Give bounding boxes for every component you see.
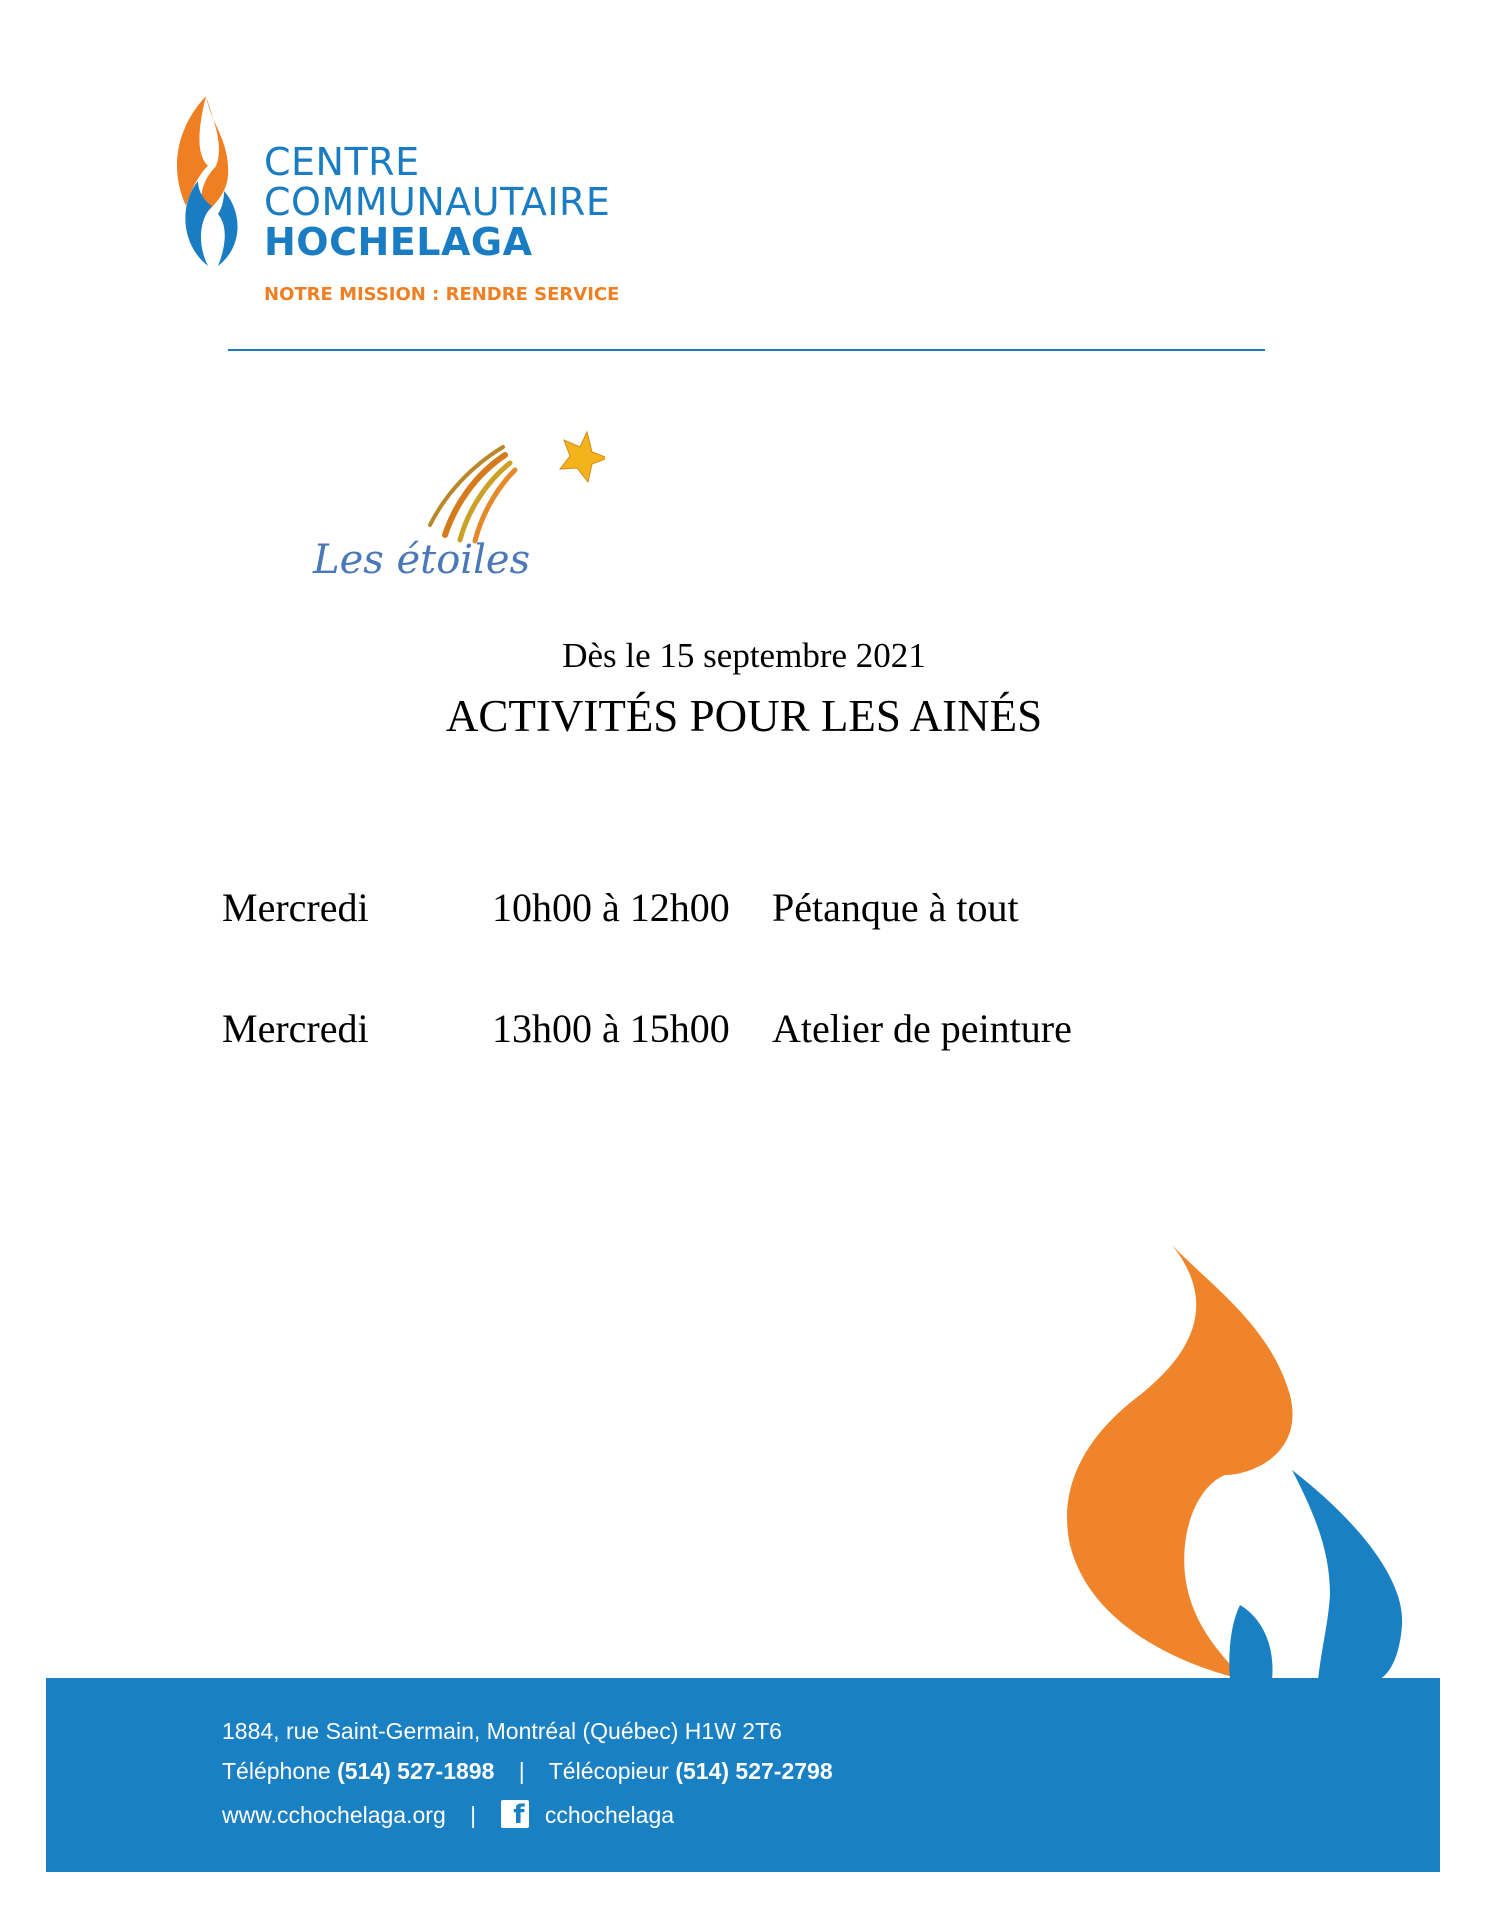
fax-number: (514) 527-2798 <box>675 1758 833 1784</box>
flame-decoration-icon <box>1060 1245 1420 1685</box>
flame-logo-icon <box>168 96 248 266</box>
fax-label: Télécopieur <box>548 1758 669 1784</box>
phone-label: Téléphone <box>222 1758 331 1784</box>
schedule-day: Mercredi <box>222 885 369 930</box>
schedule-time: 13h00 à 15h00 <box>492 1006 730 1051</box>
footer-web <box>222 1800 674 1829</box>
logo-line-3: HOCHELAGA <box>264 220 533 264</box>
schedule-day: Mercredi <box>222 1006 369 1051</box>
footer <box>46 1678 1440 1872</box>
footer-separator: | <box>518 1758 525 1784</box>
logo-line-1: CENTRE <box>264 140 420 184</box>
facebook-icon[interactable] <box>501 1800 529 1828</box>
program-logo-label: Les étoiles <box>313 537 531 583</box>
logo-wordmark <box>264 142 610 262</box>
footer-contact <box>222 1758 833 1785</box>
page-title: ACTIVITÉS POUR LES AINÉS <box>445 691 1043 741</box>
schedule-activity: Pétanque à tout <box>772 885 1019 930</box>
logo-tagline: NOTRE MISSION : RENDRE SERVICE <box>264 284 620 305</box>
footer-address: 1884, rue Saint-Germain, Montréal (Québec) H1W 2T6 <box>222 1718 782 1744</box>
logo-line-2: COMMUNAUTAIRE <box>264 180 611 224</box>
start-date: Dès le 15 septembre 2021 <box>562 636 926 675</box>
program-logo <box>305 425 605 585</box>
centre-logo <box>168 96 620 316</box>
schedule-time: 10h00 à 12h00 <box>492 885 730 930</box>
website-link[interactable]: www.cchochelaga.org <box>222 1802 446 1828</box>
footer-separator: | <box>470 1802 477 1828</box>
phone-number[interactable]: (514) 527-1898 <box>337 1758 495 1784</box>
header-divider <box>228 349 1265 351</box>
facebook-link[interactable]: cchochelaga <box>544 1802 675 1828</box>
schedule-activity: Atelier de peinture <box>772 1006 1072 1051</box>
